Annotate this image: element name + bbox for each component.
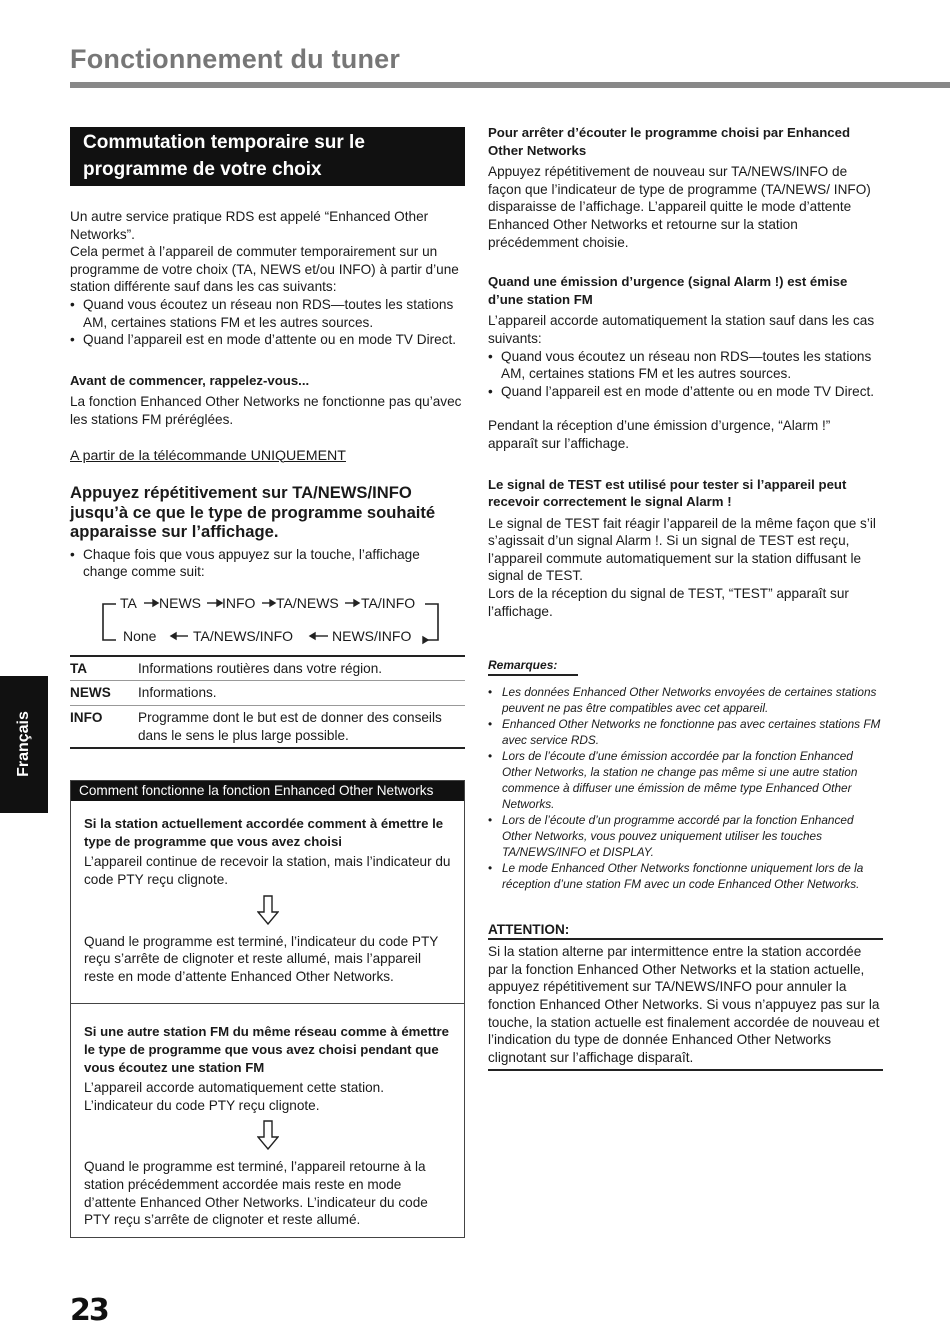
case-1-title: Si la station actuellement accordée comment à émettre le type de programme que vous avez choisi (84, 816, 444, 849)
before-title: Avant de commencer, rappelez-vous... (70, 372, 310, 388)
term: TA (70, 660, 88, 676)
list-item: • Chaque fois que vous appuyez sur la touche, l’affichage change comme suit: (70, 546, 465, 581)
alarm-title: Quand une émission d’urgence (signal Alarm !) est émise d’une station FM (488, 274, 848, 307)
term: NEWS (70, 685, 111, 701)
attention-text: Si la station alterne par intermittence entre la station accordée par la fonction Enhanced Other Networks et la station actuelle, appuyez répétitivement sur TA/NEWS/INFO pour annuler la fonction Enhanced Other Networks. Si vous n’appuyez pas sur la touche, la station actuelle est finalement accordée de nouveau et l’indication du type de donnée Enhanced Other Networks clignotant sur l’affichage disparaît. (488, 944, 880, 1065)
list-item: • Quand l’appareil est en mode d’attente ou en mode TV Direct. (70, 331, 465, 349)
down-arrow-icon (257, 895, 279, 925)
case-1-text-1: L’appareil continue de recevoir la station, mais l’indicateur du code PTY reçu clignote. (84, 854, 451, 887)
page-number: 23 (70, 1293, 108, 1328)
how-box-title: Comment fonctionne la fonction Enhanced Other Networks (71, 781, 464, 801)
list-item: • Enhanced Other Networks ne fonctionne pas avec certaines stations FM avec service RDS. (488, 716, 883, 748)
case-2-text-2: Quand le programme est terminé, l’appareil retourne à la station précédemment accordée mais reste en mode d’attente Enhanced Other Networks. L’indicateur du code PTY reçu s’arrête de clignoter et reste allumé. (84, 1159, 428, 1228)
list-item: • Lors de l’écoute d’un programme accordé par la fonction Enhanced Other Networks, vous pouvez uniquement utiliser les touches TA/NEWS/INFO et DISPLAY. (488, 812, 883, 860)
cycle-item: NEWS/INFO (332, 627, 412, 644)
right-column (488, 124, 883, 1071)
list-item: • Quand vous écoutez un réseau non RDS—toutes les stations AM, certaines stations FM et les autres sources. (488, 348, 883, 383)
cycle-item: None (123, 627, 157, 644)
list-item: • Quand l’appareil est en mode d’attente ou en mode TV Direct. (488, 383, 883, 401)
list-item: • Lors de l’écoute d’une émission accordée par la fonction Enhanced Other Networks, la station ne change pas même si une autre station commence à diffuser une émission de même type Enhanced Other Networks. (488, 748, 883, 812)
alarm-bullets (488, 348, 883, 401)
remarks-title: Remarques: (488, 658, 578, 676)
attention-title: ATTENTION: (488, 922, 883, 940)
stop-title: Pour arrêter d’écouter le programme choisi par Enhanced Other Networks (488, 125, 851, 158)
cycle-item: NEWS (159, 594, 201, 611)
test-text-1: Le signal de TEST fait réagir l’appareil de la même façon que s’il s’agissait d’un signal Alarm !. Si un signal de TEST est reçu, l’appareil commute automatiquement sur la station diffusant le signal de TEST. (488, 515, 876, 584)
remarks-list (488, 684, 883, 892)
table-row (70, 680, 465, 705)
test-title: Le signal de TEST est utilisé pour tester si l’appareil peut recevoir correctement le signal Alarm ! (488, 476, 847, 510)
test-text-2: Lors de la réception du signal de TEST, “TEST” apparaît sur l’affichage. (488, 586, 849, 619)
language-label: Français (15, 711, 32, 777)
case-1 (71, 801, 464, 1003)
intro-bullets (70, 296, 465, 349)
cycle-item: TA (120, 594, 137, 611)
list-item: • Le mode Enhanced Other Networks fonctionne uniquement lors de la réception d’une station FM avec un code Enhanced Other Networks. (488, 860, 883, 892)
table-row (70, 705, 465, 747)
cycle-item: TA/NEWS (276, 594, 339, 611)
display-cycle-diagram (70, 595, 465, 651)
case-1-text-2: Quand le programme est terminé, l’indicateur du code PTY reçu s’arrête de clignoter et reste allumé, mais l’appareil reste en mode d’attente Enhanced Other Networks. (84, 933, 439, 984)
stop-text: Appuyez répétitivement de nouveau sur TA/NEWS/INFO de façon que l’indicateur de type de programme (TA/NEWS/ INFO) disparaisse de l’affichage. L’appareil quitte le mode d’attente Enhanced Other Networks et retourne sur la station précédemment choisie. (488, 164, 871, 250)
table-row (70, 657, 465, 681)
cycle-item: TA/INFO (361, 594, 416, 611)
intro-paragraph-2: Cela permet à l’appareil de commuter temporairement sur un programme de votre choix (TA, NEWS et/ou INFO) à partir d’une station différente sauf dans les cas suivants: (70, 244, 459, 295)
list-item: • Les données Enhanced Other Networks envoyées de certaines stations peuvent ne pas être compatibles avec cet appareil. (488, 684, 883, 716)
instruction-bullets (70, 546, 465, 581)
definition: Informations routières dans votre région. (138, 660, 383, 676)
instruction-heading: Appuyez répétitivement sur TA/NEWS/INFO jusqu’à ce que le type de programme souhaité apparaisse sur l’affichage. (70, 483, 436, 542)
alarm-text-2: Pendant la réception d’une émission d’urgence, “Alarm !” apparaît sur l’affichage. (488, 418, 831, 451)
down-arrow-icon (257, 1120, 279, 1150)
language-tab (0, 676, 48, 813)
case-2 (71, 1003, 464, 1236)
before-text: La fonction Enhanced Other Networks ne fonctionne pas qu’avec les stations FM préréglées. (70, 394, 462, 427)
title-rule (70, 82, 950, 88)
list-item: • Quand vous écoutez un réseau non RDS—toutes les stations AM, certaines stations FM et les autres sources. (70, 296, 465, 331)
section-title: Commutation temporaire sur le programme de votre choix (70, 127, 465, 186)
definition: Informations. (138, 685, 217, 701)
remote-only-label: A partir de la télécommande UNIQUEMENT (70, 447, 346, 464)
program-type-table (70, 655, 465, 749)
case-2-text-1: L’appareil accorde automatiquement cette station. L’indicateur du code PTY reçu clignote. (84, 1080, 385, 1113)
alarm-text: L’appareil accorde automatiquement la station sauf dans les cas suivants: (488, 313, 875, 346)
cycle-item: TA/NEWS/INFO (193, 627, 294, 644)
cycle-item: INFO (222, 594, 256, 611)
how-it-works-box (70, 780, 465, 1238)
case-2-title: Si une autre station FM du même réseau comme à émettre le type de programme que vous avez choisi pendant que vous écoutez une station FM (84, 1024, 449, 1075)
definition: Programme dont le but est de donner des conseils dans le sens le plus large possible. (138, 710, 442, 743)
term: INFO (70, 710, 103, 725)
left-column (70, 127, 465, 1238)
page-title: Fonctionnement du tuner (70, 44, 401, 74)
intro-paragraph-1: Un autre service pratique RDS est appelé “Enhanced Other Networks”. (70, 209, 429, 242)
attention-box (488, 940, 883, 1071)
